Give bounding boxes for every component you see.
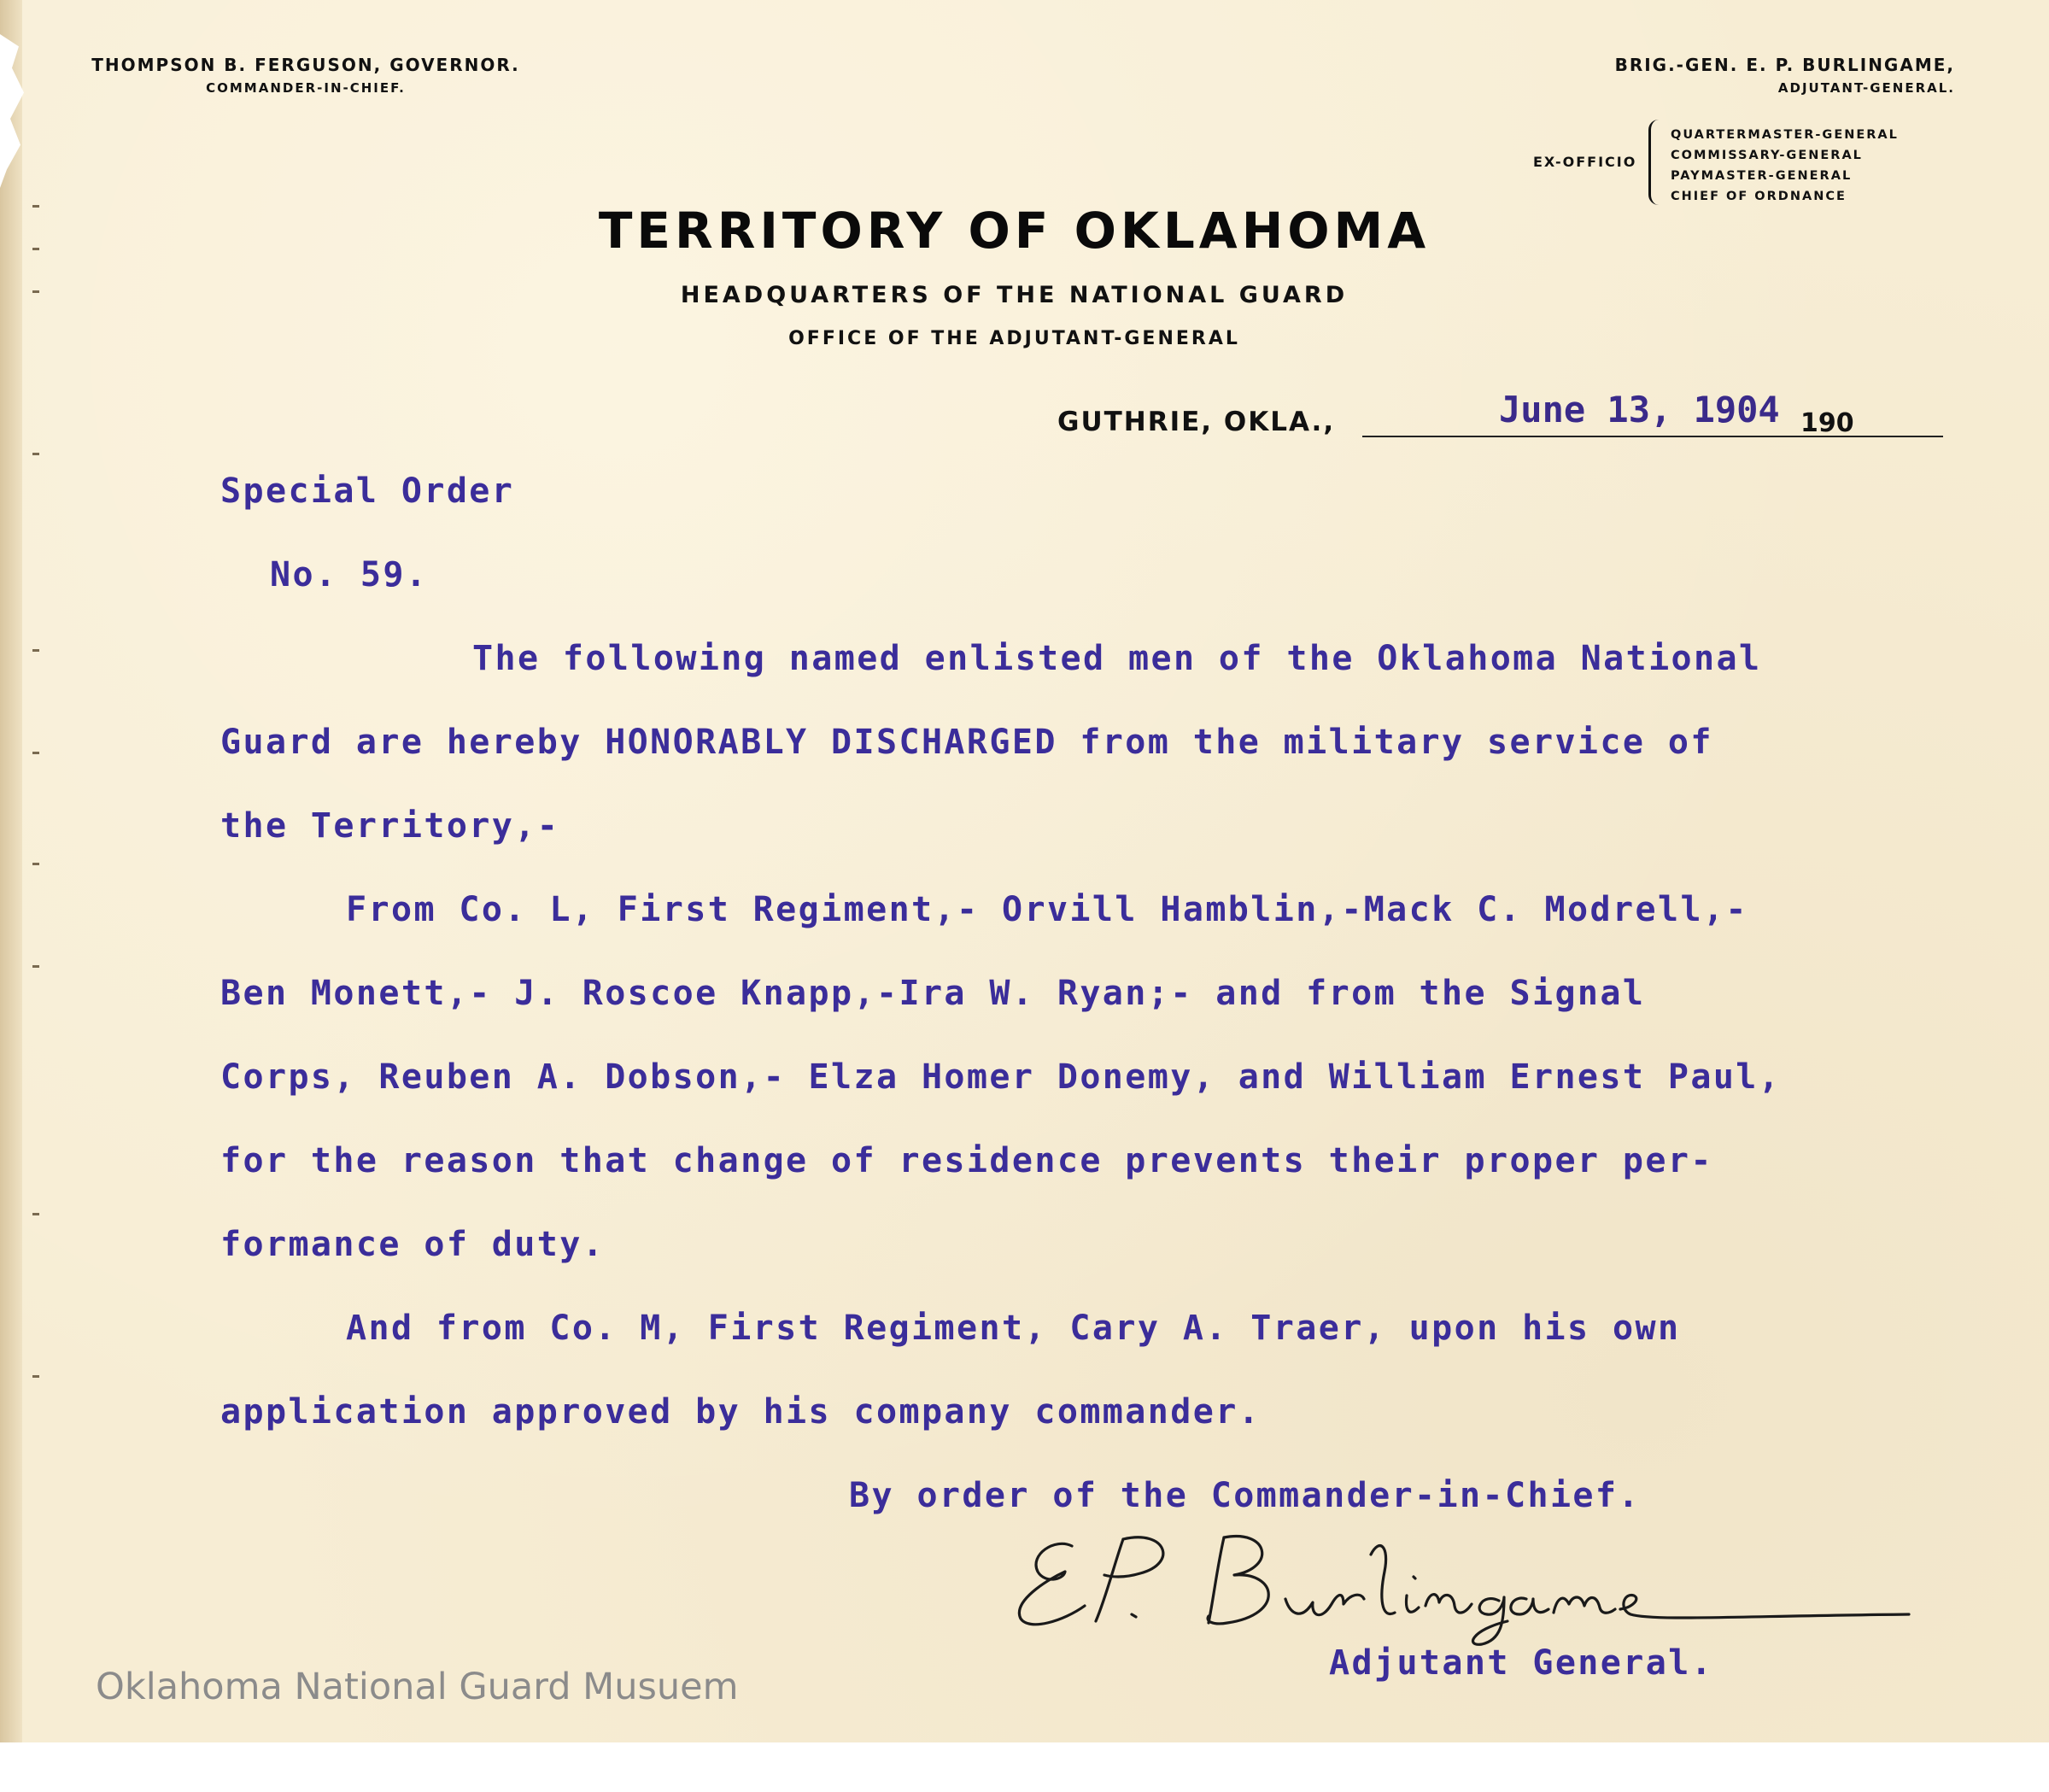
governor-name: THOMPSON B. FERGUSON, GOVERNOR. bbox=[91, 55, 520, 75]
museum-watermark: Oklahoma National Guard Musuem bbox=[96, 1666, 739, 1708]
paper-left-edge bbox=[0, 0, 22, 1742]
edge-mark bbox=[32, 1375, 39, 1378]
letterhead-office: OFFICE OF THE ADJUTANT-GENERAL bbox=[788, 328, 1240, 349]
ex-officio-roles bbox=[1671, 125, 1899, 207]
role-item: CHIEF OF ORDNANCE bbox=[1671, 190, 1847, 203]
closing-line: By order of the Commander-in-Chief. bbox=[849, 1476, 1641, 1515]
body-line: The following named enlisted men of the Oklahoma National bbox=[472, 639, 1762, 678]
signer-title: Adjutant General. bbox=[1329, 1643, 1714, 1683]
printed-year: 190 bbox=[1800, 408, 1854, 438]
body-line: Corps, Reuben A. Dobson,- Elza Homer Donemy, and William Ernest Paul, bbox=[220, 1057, 1782, 1097]
letterhead-title: TERRITORY OF OKLAHOMA bbox=[598, 202, 1431, 260]
edge-mark bbox=[32, 248, 39, 250]
letterhead-subtitle: HEADQUARTERS OF THE NATIONAL GUARD bbox=[680, 282, 1349, 308]
body-line: formance of duty. bbox=[220, 1225, 606, 1264]
edge-mark bbox=[32, 453, 39, 455]
edge-mark bbox=[32, 752, 39, 754]
edge-mark bbox=[32, 1213, 39, 1215]
body-line: And from Co. M, First Regiment, Cary A. Traer, upon his own bbox=[346, 1309, 1681, 1348]
date-line bbox=[1362, 436, 1943, 437]
order-title: Special Order bbox=[220, 471, 515, 511]
adjutant-name: BRIG.-GEN. E. P. BURLINGAME, bbox=[1614, 55, 1955, 75]
governor-role: COMMANDER-IN-CHIEF. bbox=[206, 80, 406, 96]
edge-mark bbox=[32, 290, 39, 293]
ex-officio-label: EX-OFFICIO bbox=[1533, 154, 1637, 170]
body-line: the Territory,- bbox=[220, 806, 560, 846]
adjutant-role: ADJUTANT-GENERAL. bbox=[1777, 80, 1955, 96]
role-item: PAYMASTER-GENERAL bbox=[1671, 169, 1853, 183]
letterhead-adjutant bbox=[1615, 55, 1955, 96]
body-line: Ben Monett,- J. Roscoe Knapp,-Ira W. Ryan;- and from the Signal bbox=[220, 974, 1646, 1013]
body-line: Guard are hereby HONORABLY DISCHARGED from the military service of bbox=[220, 723, 1713, 762]
edge-mark bbox=[32, 649, 39, 652]
scan-bottom-margin bbox=[0, 1742, 2049, 1792]
letterhead-governor bbox=[67, 55, 545, 96]
handwritten-signature bbox=[1004, 1520, 1935, 1649]
body-line: From Co. L, First Regiment,- Orvill Hamblin,-Mack C. Modrell,- bbox=[346, 890, 1748, 929]
role-item: QUARTERMASTER-GENERAL bbox=[1671, 128, 1899, 142]
typed-date: June 13, 1904 bbox=[1499, 389, 1780, 430]
letterhead-place: GUTHRIE, OKLA., bbox=[1057, 407, 1336, 437]
role-item: COMMISSARY-GENERAL bbox=[1671, 149, 1863, 162]
edge-mark bbox=[32, 205, 39, 208]
body-line: for the reason that change of residence prevents their proper per- bbox=[220, 1141, 1713, 1180]
order-number: No. 59. bbox=[270, 555, 429, 594]
edge-mark bbox=[32, 863, 39, 865]
body-line: application approved by his company commander. bbox=[220, 1392, 1262, 1432]
brace-mark bbox=[1648, 120, 1663, 205]
edge-mark bbox=[32, 965, 39, 968]
